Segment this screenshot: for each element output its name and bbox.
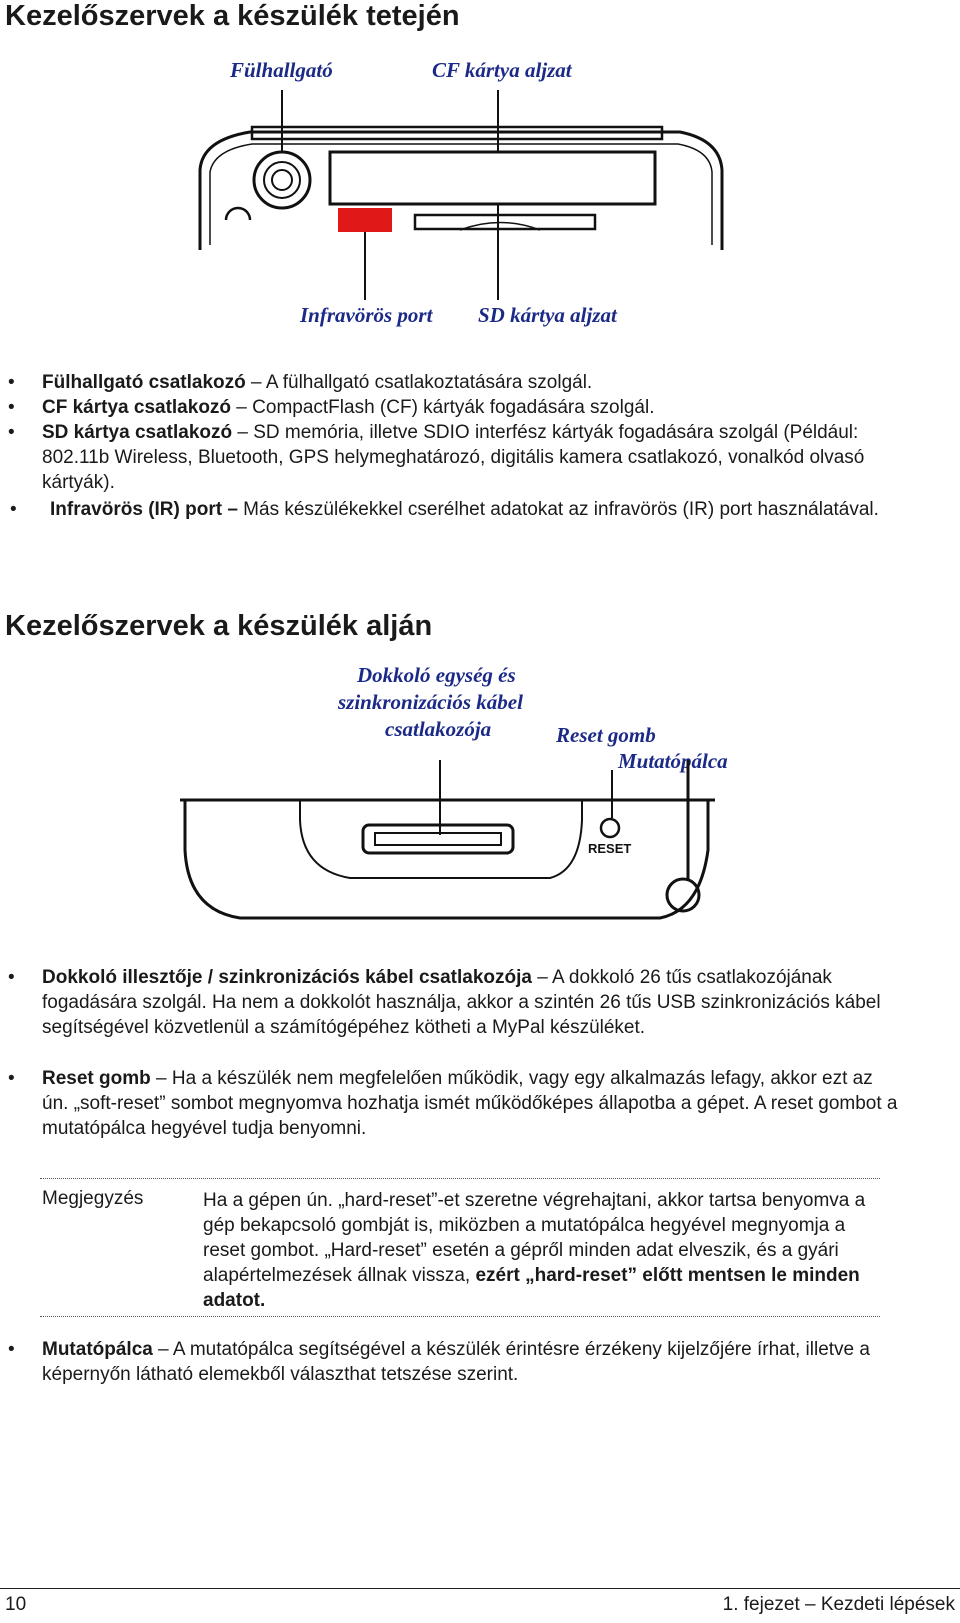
reset-print-label: RESET — [588, 841, 632, 856]
label-headphone: Fülhallgató — [230, 58, 333, 82]
section-heading-bottom: Kezelőszervek a készülék alján — [5, 610, 433, 642]
bullet-ir: • Infravörös (IR) port – Más készülékekkel cserélhet adatokat az infravörös (IR) port használatával. — [10, 499, 879, 520]
section-heading-top: Kezelőszervek a készülék tetején — [5, 0, 460, 32]
page-number: 10 — [5, 1594, 27, 1615]
note-label: Megjegyzés — [42, 1188, 144, 1209]
bullet-sd: • SD kártya csatlakozó – SD memória, illetve SDIO interfész kártyák fogadására szolgál (Például: 802.11b Wireless, Bluetooth, GPS helymeghatározó, digitális kamera csatlakozó, vonalkód olvasó kártyák). — [8, 422, 865, 493]
label-dock-line1: Dokkoló egység és — [357, 663, 516, 687]
note-body: Ha a gépen ún. „hard-reset”-et szeretne végrehajtani, akkor tartsa benyomva a gép bekapcsoló gombját is, miközben a mutatópálca hegyével megnyomja a reset gombot. „Hard-reset” esetén a gépről minden adat elveszik, és a gyári alapértelmezések állnak vissza, ezért „hard-reset” előtt mentsen le minden adatot. — [203, 1190, 866, 1311]
bullet-cf: • CF kártya csatlakozó – CompactFlash (CF) kártyák fogadására szolgál. — [8, 397, 655, 418]
label-dock-line2: szinkronizációs kábel — [338, 690, 523, 714]
device-top-diagram — [190, 90, 740, 325]
bullet-reset: • Reset gomb – Ha a készülék nem megfelelően működik, vagy egy alkalmazás lefagy, akkor ezt az ún. „soft-reset” sombot megnyomva hozhatja ismét működőképes állapotba a gépet. A reset gombot a mutatópálca hegyével tudja benyomni. — [8, 1068, 898, 1139]
chapter-title: 1. fejezet – Kezdeti lépések — [722, 1594, 955, 1615]
note-bottom-rule — [40, 1316, 880, 1317]
label-sd-slot: SD kártya aljzat — [478, 303, 617, 327]
label-reset: Reset gomb — [556, 723, 656, 747]
device-bottom-diagram — [180, 760, 720, 940]
label-cf-slot: CF kártya aljzat — [432, 58, 572, 82]
bullet-stylus: • Mutatópálca – A mutatópálca segítségével a készülék érintésre érzékeny kijelzőjére írhat, illetve a képernyőn látható elemekből választhat tetszése szerint. — [8, 1339, 870, 1385]
bullet-headphone: • Fülhallgató csatlakozó – A fülhallgató csatlakoztatására szolgál. — [8, 372, 593, 393]
label-stylus: Mutatópálca — [618, 749, 728, 773]
note-top-rule — [40, 1178, 880, 1179]
bullet-dock: • Dokkoló illesztője / szinkronizációs kábel csatlakozója – A dokkoló 26 tűs csatlakozójának fogadására szolgál. Ha nem a dokkolót használja, akkor a szintén 26 tűs USB szinkronizációs kábel segítségével közvetlenül a számítógépéhez kötheti a MyPal készüléket. — [8, 967, 881, 1038]
label-ir-port: Infravörös port — [300, 303, 433, 327]
footer-rule — [0, 1588, 960, 1589]
label-dock-line3: csatlakozója — [385, 717, 492, 741]
